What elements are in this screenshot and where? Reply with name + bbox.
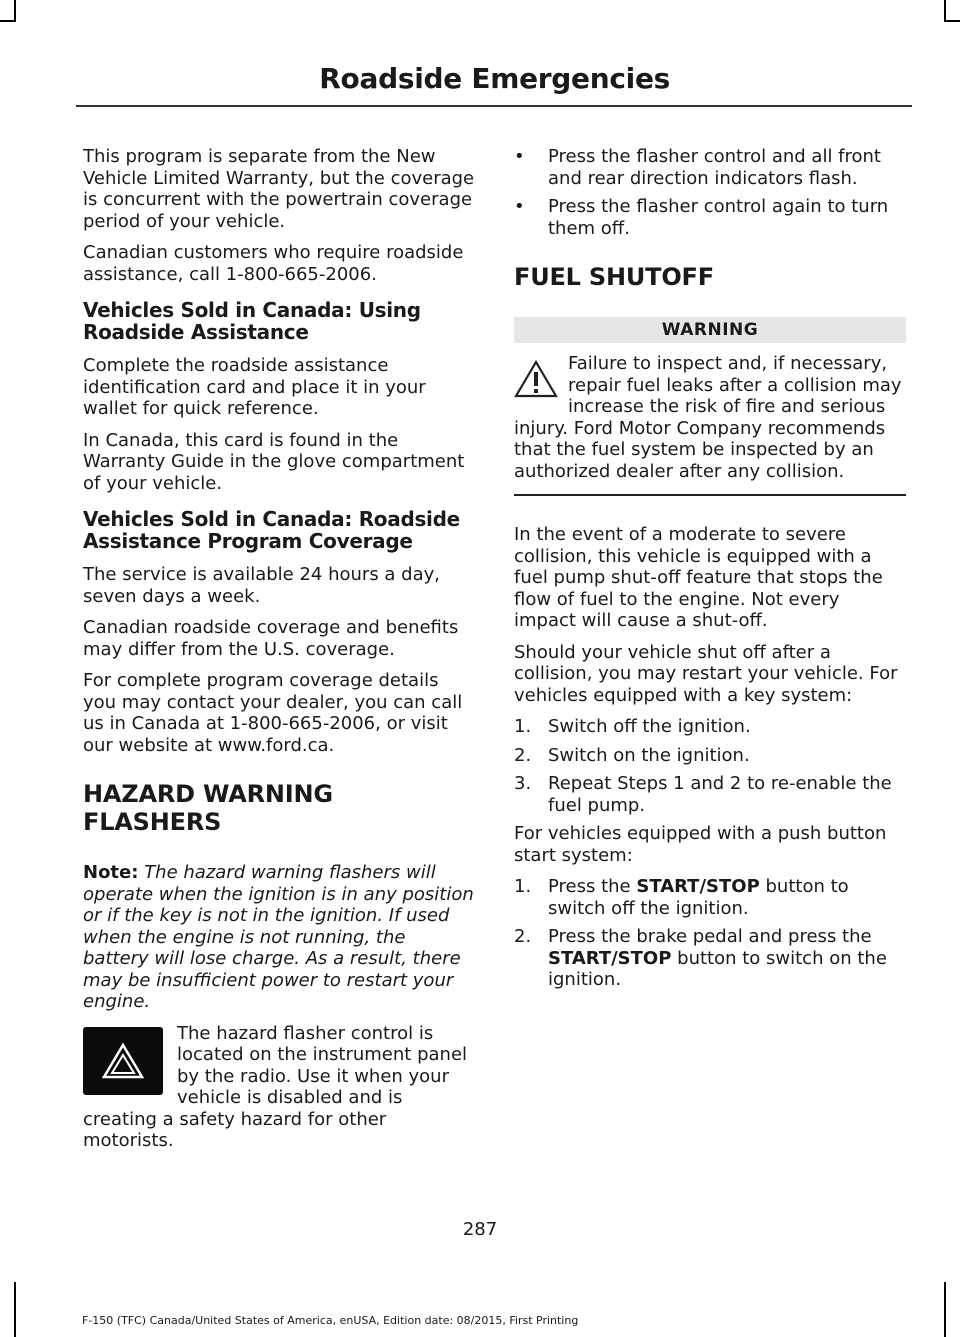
list-item [514, 773, 906, 816]
edition-footer: F-150 (TFC) Canada/United States of America, enUSA, Edition date: 08/2015, First Printing [82, 1314, 579, 1327]
paragraph: The hazard flasher control is located on the instrument panel by the radio. Use it when your vehicle is disabled and is creating a safety hazard for other motorists. [83, 1022, 468, 1151]
step-number: 1. [514, 876, 532, 897]
list-item [514, 716, 906, 738]
step-text-part: button to switch off the ignition. [548, 876, 849, 919]
step-text-part: Press the [548, 876, 637, 897]
step-text [548, 926, 906, 991]
page-title: Roadside Emergencies [319, 62, 670, 95]
right-column [514, 146, 906, 998]
step-text [548, 876, 906, 919]
paragraph: For complete program coverage details you may contact your dealer, you can call us in Canada at 1-800-665-2006, or visit our website at www.ford.ca. [83, 670, 463, 756]
step-number: 1. [514, 716, 532, 737]
paragraph: Canadian roadside coverage and benefits may differ from the U.S. coverage. [83, 617, 459, 660]
note-text: The hazard warning flashers will operate when the ignition is in any position or if the key is not in the ignition. If used when the engine is not running, the battery will lose charge. As a result, there may be insufficient power to restart your engine. [83, 862, 474, 1012]
hazard-triangle-icon [83, 1027, 163, 1095]
paragraph: For vehicles equipped with a push button start system: [514, 823, 887, 866]
crop-mark [944, 0, 946, 22]
paragraph: In Canada, this card is found in the Warranty Guide in the glove compartment of your vehicle. [83, 429, 465, 494]
crop-mark [944, 1282, 946, 1337]
section-heading: Vehicles Sold in Canada: Using Roadside Assistance [83, 298, 421, 344]
list-item [514, 146, 906, 189]
warning-triangle-icon [514, 359, 558, 399]
left-column [83, 146, 475, 1162]
crop-mark [944, 20, 960, 22]
list-item [514, 196, 906, 239]
paragraph: In the event of a moderate to severe collision, this vehicle is equipped with a fuel pump shut-off feature that stops the flow of fuel to the engine. Not every impact will cause a shut-off. [514, 524, 883, 631]
paragraph: Canadian customers who require roadside assistance, call 1-800-665-2006. [83, 242, 464, 285]
note-label: Note: [83, 862, 139, 883]
header-divider [76, 105, 912, 107]
crop-mark [0, 20, 16, 22]
step-text-part: button to switch on the ignition. [548, 947, 887, 990]
list-item [514, 745, 906, 767]
warning-text: Failure to inspect and, if necessary, repair fuel leaks after a collision may increase the risk of fire and serious injury. Ford Motor Company recommends that the fuel system be inspected by an authorized dealer after any collision. [514, 353, 902, 482]
step-text: Repeat Steps 1 and 2 to re-enable the fuel pump. [548, 773, 892, 816]
chapter-heading: HAZARD WARNING FLASHERS [83, 780, 333, 836]
list-item [514, 926, 906, 991]
hazard-control-block [83, 1023, 475, 1162]
paragraph: Complete the roadside assistance identification card and place it in your wallet for quick reference. [83, 355, 426, 419]
warning-block [514, 353, 906, 496]
list-item-text: Press the flasher control and all front and rear direction indicators flash. [548, 146, 881, 189]
page-number: 287 [462, 1219, 498, 1240]
list-item [514, 876, 906, 919]
crop-mark [14, 0, 16, 22]
bullet-marker: • [514, 196, 525, 217]
start-stop-label: START/STOP [636, 876, 760, 897]
paragraph: This program is separate from the New Vehicle Limited Warranty, but the coverage is concurrent with the powertrain coverage period of your vehicle. [83, 146, 475, 232]
step-text: Switch on the ignition. [548, 744, 750, 766]
crop-mark [14, 1282, 16, 1337]
section-heading: Vehicles Sold in Canada: Roadside Assistance Program Coverage [83, 507, 460, 553]
step-number: 2. [514, 926, 532, 947]
start-stop-label: START/STOP [548, 947, 672, 969]
note [83, 862, 475, 1013]
list-item-text: Press the flasher control again to turn them off. [548, 196, 889, 239]
bullet-marker: • [514, 146, 525, 167]
chapter-heading: FUEL SHUTOFF [514, 263, 714, 291]
step-text-part: Press the brake pedal and press the [548, 926, 872, 947]
paragraph: Should your vehicle shut off after a collision, you may restart your vehicle. For vehicles equipped with a key system: [514, 641, 898, 706]
step-number: 3. [514, 773, 532, 794]
warning-label: WARNING [514, 317, 906, 343]
step-number: 2. [514, 744, 532, 766]
paragraph: The service is available 24 hours a day, seven days a week. [83, 564, 441, 607]
step-text: Switch off the ignition. [548, 716, 751, 737]
